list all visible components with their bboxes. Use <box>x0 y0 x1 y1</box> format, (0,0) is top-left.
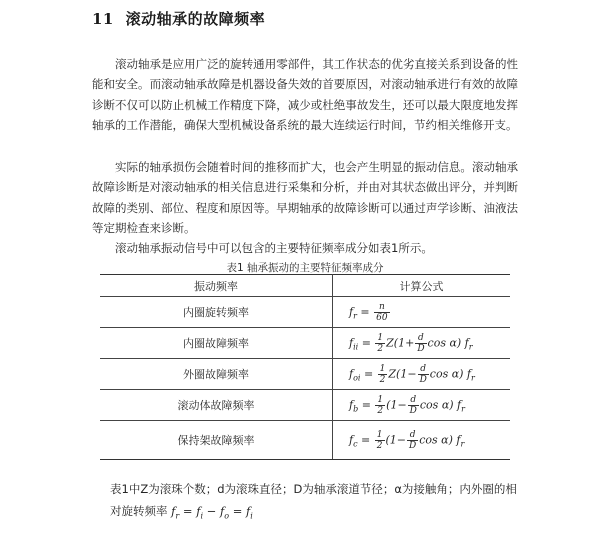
formula-eq: = <box>357 433 374 446</box>
row-frequency-name: 内圈旋转频率 <box>100 297 333 328</box>
fraction-denominator: 2 <box>376 440 383 451</box>
formula-tail: cos α) f <box>427 336 469 349</box>
fraction-denominator: 2 <box>377 405 384 416</box>
formula-lhs: f <box>349 433 354 446</box>
formula-fraction <box>374 302 389 323</box>
paragraph-diagnosis: 实际的轴承损伤会随着时间的推移而扩大，也会产生明显的振动信息。滚动轴承故障诊断是对滚动轴承的相关信息进行采集和分析，并由对其状态做出评分，并判断故障的类别、部位、程度和原因等。早期轴承的故障诊断可以通过声学诊断、油液法等定期检查来诊断。 <box>92 159 518 235</box>
row-frequency-name: 内圈故障频率 <box>100 328 333 359</box>
formula-lhs-sub: oi <box>353 373 361 383</box>
formula-fraction <box>408 395 419 416</box>
formula-tail: cos α) f <box>419 398 462 411</box>
row-formula <box>333 297 511 328</box>
row-frequency-name: 滚动体故障频率 <box>100 390 333 421</box>
formula-fraction <box>407 430 418 451</box>
paragraph-table-intro: 滚动轴承振动信号中可以包含的主要特征频率成分如表1所示。 <box>115 240 433 255</box>
formula-tail-sub: r <box>460 439 465 449</box>
fraction-denominator: 2 <box>379 374 386 385</box>
fraction-numerator: d <box>408 395 419 406</box>
formula-eq: = <box>358 336 375 349</box>
formula-tail-sub: r <box>461 404 465 414</box>
fraction-numerator: 1 <box>377 332 384 343</box>
table-row <box>100 390 510 421</box>
formula-fraction <box>378 364 388 385</box>
note-formula-lhs-sub: r <box>175 511 180 521</box>
header-formula: 计算公式 <box>333 275 511 297</box>
formula-mid: (1− <box>385 433 407 446</box>
table-row <box>100 328 510 359</box>
note-formula-lhs: f <box>171 504 176 518</box>
formula-tail: cos α) f <box>419 433 461 446</box>
formula-lhs-sub: r <box>353 311 357 321</box>
formula-fraction <box>375 333 385 354</box>
fraction-denominator: D <box>417 343 425 354</box>
formula-lhs: f <box>349 398 354 411</box>
fraction-numerator: d <box>407 430 418 441</box>
fraction-denominator: D <box>409 405 417 416</box>
row-formula <box>333 390 511 421</box>
fraction-denominator: 2 <box>377 343 384 354</box>
row-frequency-name: 保持架故障频率 <box>100 421 333 460</box>
row-formula <box>333 359 511 390</box>
note-formula-part: = f <box>179 504 201 518</box>
fraction-numerator: d <box>415 333 426 344</box>
formula-lhs-sub: b <box>353 404 359 414</box>
section-title: 滚动轴承的故障频率 <box>125 10 266 28</box>
table-header-row <box>100 275 510 297</box>
fraction-numerator: 1 <box>376 429 383 440</box>
note-formula-part: = f <box>229 504 251 518</box>
frequency-table <box>100 274 510 460</box>
fraction-numerator: 1 <box>379 363 386 374</box>
note-formula <box>171 504 253 521</box>
section-heading <box>92 8 265 29</box>
formula-fraction <box>415 333 426 354</box>
note-formula-sub: i <box>200 511 204 521</box>
formula-tail-sub: r <box>468 342 473 352</box>
fraction-denominator: 60 <box>376 312 388 323</box>
table-row <box>100 359 510 390</box>
fraction-denominator: D <box>419 374 427 385</box>
table-note <box>110 478 518 527</box>
formula-mid: Z(1− <box>388 367 417 380</box>
note-formula-part: − f <box>203 504 225 518</box>
note-text: 表1中Z为滚珠个数；d为滚珠直径；D为轴承滚道节径；α为接触角；内外圈的相对旋转频率 <box>110 482 517 518</box>
formula-mid: Z(1+ <box>386 336 415 349</box>
row-frequency-name: 外圈故障频率 <box>100 359 333 390</box>
formula-lhs: f <box>349 336 354 349</box>
formula-fraction <box>375 430 385 451</box>
formula-lhs: f <box>349 367 354 380</box>
header-frequency: 振动频率 <box>100 275 333 297</box>
formula-fraction <box>375 395 385 416</box>
formula-tail: cos α) f <box>429 367 471 380</box>
fraction-numerator: d <box>418 364 429 375</box>
section-number: 11 <box>92 10 114 28</box>
fraction-denominator: D <box>409 440 417 451</box>
table-caption: 表1 轴承振动的主要特征频率成分 <box>226 262 384 274</box>
note-formula-sub: o <box>224 511 230 521</box>
formula-eq: = <box>358 398 375 411</box>
formula-mid: (1− <box>386 398 407 411</box>
formula-lhs: f <box>349 305 354 318</box>
table-row <box>100 297 510 328</box>
fraction-numerator: 1 <box>377 394 384 405</box>
formula-lhs-sub: c <box>353 439 358 449</box>
formula-fraction <box>418 364 429 385</box>
row-formula <box>333 421 511 460</box>
row-formula <box>333 328 511 359</box>
formula-lhs-sub: ii <box>353 342 359 352</box>
table-row <box>100 421 510 460</box>
formula-eq: = <box>356 305 374 318</box>
formula-eq: = <box>360 367 377 380</box>
formula-tail-sub: r <box>471 373 475 383</box>
paragraph-intro: 滚动轴承是应用广泛的旋转通用零部件，其工作状态的优劣直接关系到设备的性能和安全。而滚动轴承故障是机器设备失效的首要原因，对滚动轴承进行有效的故障诊断不仅可以防止机械工作精度下降，减少或杜绝事故发生，还可以最大限度地发挥轴承的工作潜能，确保大型机械设备系统的最大连续运行时间，节约相关维修开支。 <box>92 56 518 132</box>
fraction-numerator: n <box>374 302 389 313</box>
note-formula-sub: i <box>250 511 253 521</box>
